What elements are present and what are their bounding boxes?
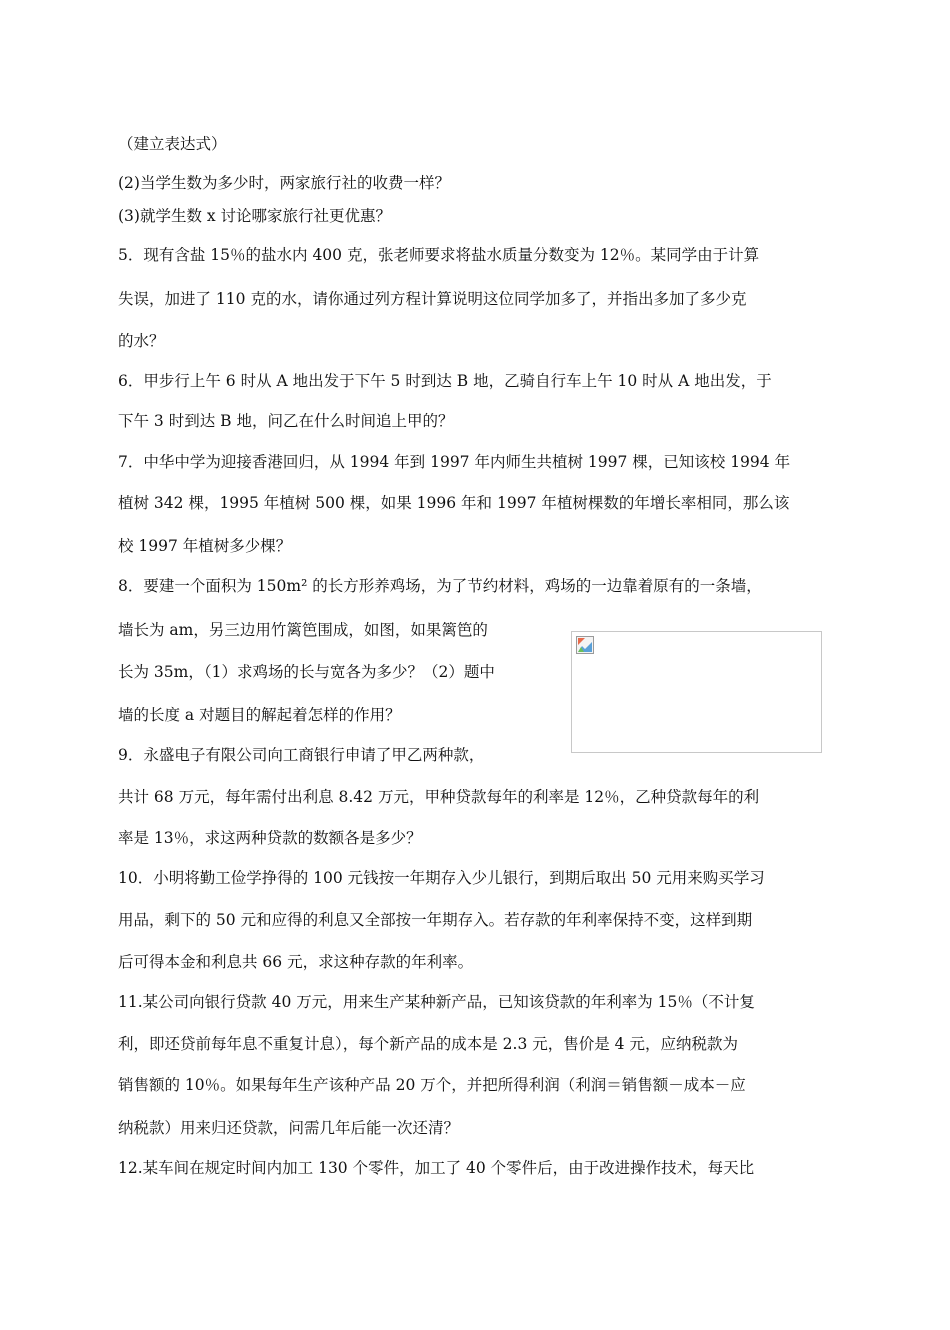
problem-7: 7．中华中学为迎接香港回归，从 1994 年到 1997 年内师生共植树 1997 棵，已知该校 1994 年 [118, 453, 791, 471]
problem-10: 10．小明将勤工俭学挣得的 100 元钱按一年期存入少儿银行，到期后取出 50 元用来购买学习 [118, 869, 765, 887]
text-line: (3)就学生数 x 讨论哪家旅行社更优惠？ [118, 207, 392, 225]
text-line: 销售额的 10％。如果每年生产该种产品 20 万个，并把所得利润（利润＝销售额－成本－应 [118, 1076, 746, 1094]
text-line: 纳税款）用来归还贷款，问需几年后能一次还清？ [118, 1119, 460, 1137]
problem-11: 11.某公司向银行贷款 40 万元，用来生产某种新产品，已知该贷款的年利率为 15％（不计复 [118, 993, 755, 1011]
text-line: 墙长为 am，另三边用竹篱笆围成，如图，如果篱笆的 [118, 621, 488, 639]
broken-image-icon [576, 636, 594, 654]
figure-placeholder [571, 631, 822, 753]
text-line: 率是 13％，求这两种贷款的数额各是多少？ [118, 829, 422, 847]
text-line: 长为 35m，（1）求鸡场的长与宽各为多少？（2）题中 [118, 663, 495, 681]
problem-5: 5．现有含盐 15％的盐水内 400 克，张老师要求将盐水质量分数变为 12％。某同学由于计算 [118, 246, 760, 264]
text-line: （建立表达式） [118, 135, 227, 153]
text-line: 植树 342 棵，1995 年植树 500 棵，如果 1996 年和 1997 年植树棵数的年增长率相同，那么该 [118, 494, 790, 512]
problem-12: 12.某车间在规定时间内加工 130 个零件，加工了 40 个零件后，由于改进操作技术，每天比 [118, 1159, 755, 1177]
text-line: 利，即还贷前每年息不重复计息），每个新产品的成本是 2.3 元，售价是 4 元，应纳税款为 [118, 1035, 738, 1053]
text-line: 后可得本金和利息共 66 元，求这种存款的年利率。 [118, 953, 474, 971]
problem-9: 9．永盛电子有限公司向工商银行申请了甲乙两种款， [118, 746, 485, 764]
text-line: 的水？ [118, 332, 165, 350]
text-line: 校 1997 年植树多少棵？ [118, 537, 292, 555]
text-line: 下午 3 时到达 B 地，问乙在什么时间追上甲的？ [118, 412, 454, 430]
problem-8: 8．要建一个面积为 150m² 的长方形养鸡场，为了节约材料，鸡场的一边靠着原有的一条墙， [118, 577, 762, 595]
text-line: 共计 68 万元，每年需付出利息 8.42 万元，甲种贷款每年的利率是 12％，乙种贷款每年的利 [118, 788, 760, 806]
text-line: (2)当学生数为多少时，两家旅行社的收费一样？ [118, 174, 450, 192]
problem-6: 6．甲步行上午 6 时从 A 地出发于下午 5 时到达 B 地，乙骑自行车上午 10 时从 A 地出发，于 [118, 372, 772, 390]
text-line: 失误，加进了 110 克的水，请你通过列方程计算说明这位同学加多了，并指出多加了多少克 [118, 290, 747, 308]
text-line: 墙的长度 a 对题目的解起着怎样的作用？ [118, 706, 401, 724]
text-line: 用品，剩下的 50 元和应得的利息又全部按一年期存入。若存款的年利率保持不变，这样到期 [118, 911, 753, 929]
